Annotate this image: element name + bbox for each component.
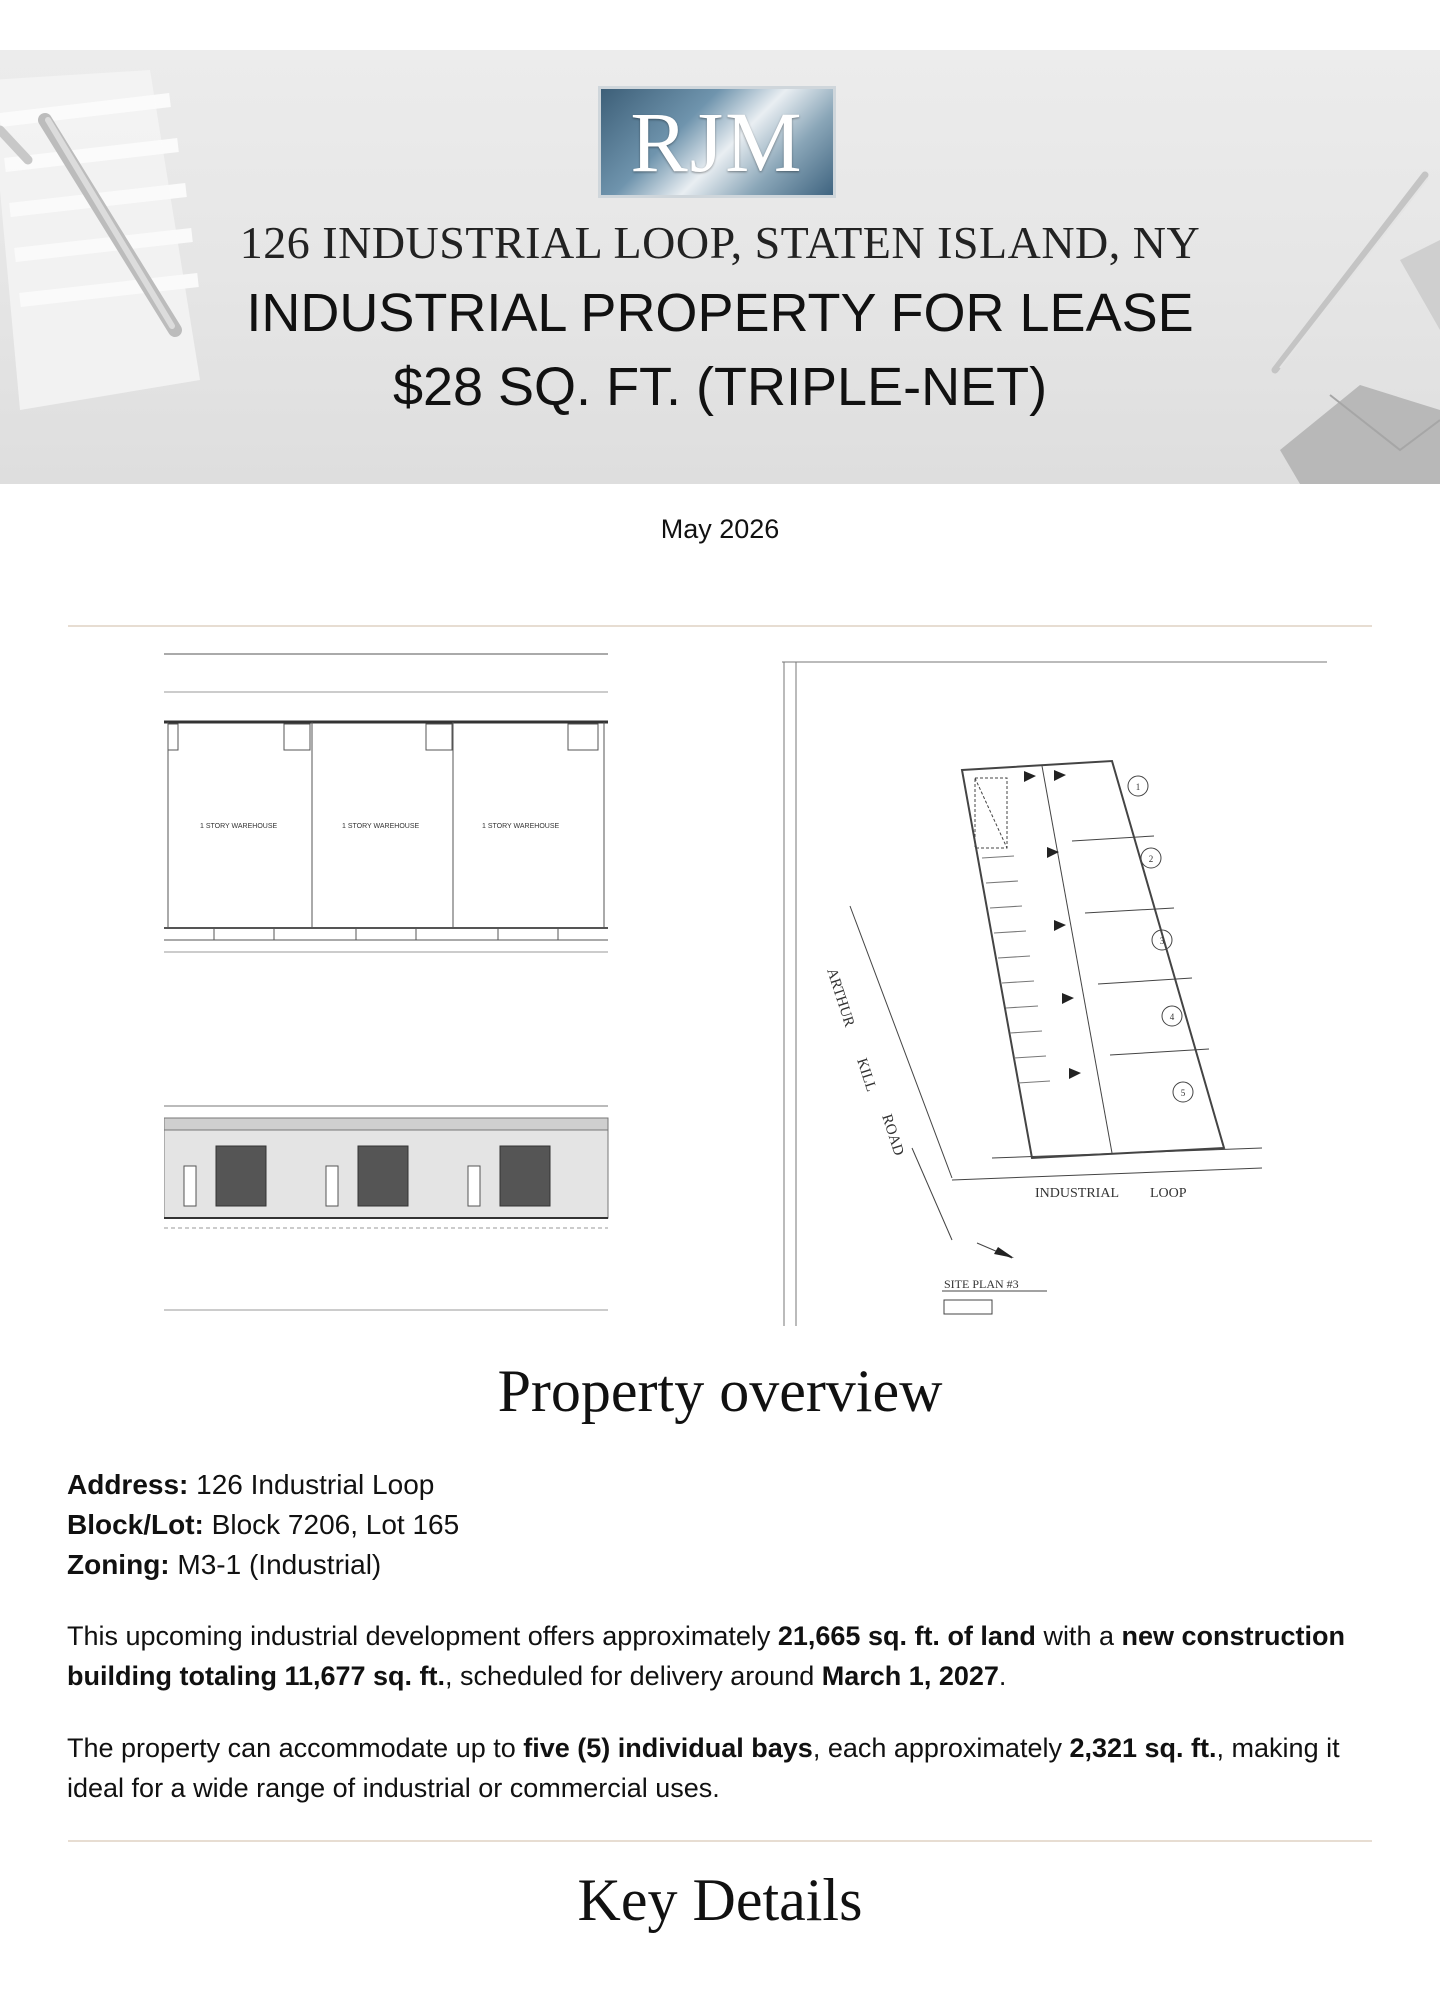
p1-building-size: new construction building totaling 11,677 sq. ft. [67,1621,1345,1691]
zoning-label: Zoning: [67,1549,170,1580]
section-divider [68,1840,1372,1842]
unit-label-1: 1 STORY WAREHOUSE [200,823,278,830]
p1-delivery-date: March 1, 2027 [821,1661,999,1691]
unit-label-3: 1 STORY WAREHOUSE [482,823,560,830]
publication-date: May 2026 [660,514,780,544]
p1-text-3: , scheduled for delivery around [445,1661,822,1691]
p2-text-2: , each approximately [812,1733,1070,1763]
address-label: Address: [67,1469,189,1500]
site-plan-drawing [782,658,1334,1328]
section-divider [68,625,1372,627]
listing-title: INDUSTRIAL PROPERTY FOR LEASE [246,283,1194,343]
p1-text-4: . [998,1661,1007,1691]
bay-number-3: 3 [1159,936,1165,946]
address-value: 126 Industrial Loop [196,1469,435,1500]
road-label-kill: KILL [853,1056,879,1094]
rjm-logo [598,86,836,198]
listing-price: $28 SQ. FT. (TRIPLE-NET) [392,357,1048,417]
key-details-heading: Key Details [577,1867,863,1933]
road-label-arthur: ARTHUR [823,966,858,1030]
block-lot-value: Block 7206, Lot 165 [211,1509,460,1540]
logo-text: RJM [630,94,804,190]
overview-paragraph-2 [67,1728,1377,1808]
p2-text-3: , making it ideal for a wide range of industrial or commercial uses. [67,1733,1340,1803]
zoning-value: M3-1 (Industrial) [177,1549,382,1580]
p2-bay-count: five (5) individual bays [523,1733,813,1763]
block-lot-row [67,1509,459,1541]
property-overview-heading: Property overview [497,1358,943,1424]
street-label-industrial-loop: INDUSTRIAL LOOP [1035,1186,1187,1201]
p2-text-1: The property can accommodate up to [67,1733,524,1763]
bay-number-1: 1 [1135,782,1141,792]
hero-banner [0,50,1440,484]
p1-land-area: 21,665 sq. ft. of land [777,1621,1036,1651]
floor-plan-elevation-drawing [164,650,614,1315]
unit-label-2: 1 STORY WAREHOUSE [342,823,420,830]
address-row [67,1469,434,1501]
block-lot-label: Block/Lot: [67,1509,204,1540]
bay-number-2: 2 [1148,854,1154,864]
bay-number-4: 4 [1169,1012,1175,1022]
p1-text-2: with a [1035,1621,1122,1651]
bay-number-5: 5 [1180,1088,1186,1098]
p1-text-1: This upcoming industrial development offers approximately [67,1621,778,1651]
overview-paragraph-1 [67,1616,1377,1696]
property-address-heading: 126 INDUSTRIAL LOOP, STATEN ISLAND, NY [239,217,1201,268]
zoning-row [67,1549,381,1581]
road-label-road: ROAD [878,1112,907,1158]
site-plan-title: SITE PLAN #3 [944,1277,1019,1291]
p2-bay-size: 2,321 sq. ft. [1069,1733,1217,1763]
